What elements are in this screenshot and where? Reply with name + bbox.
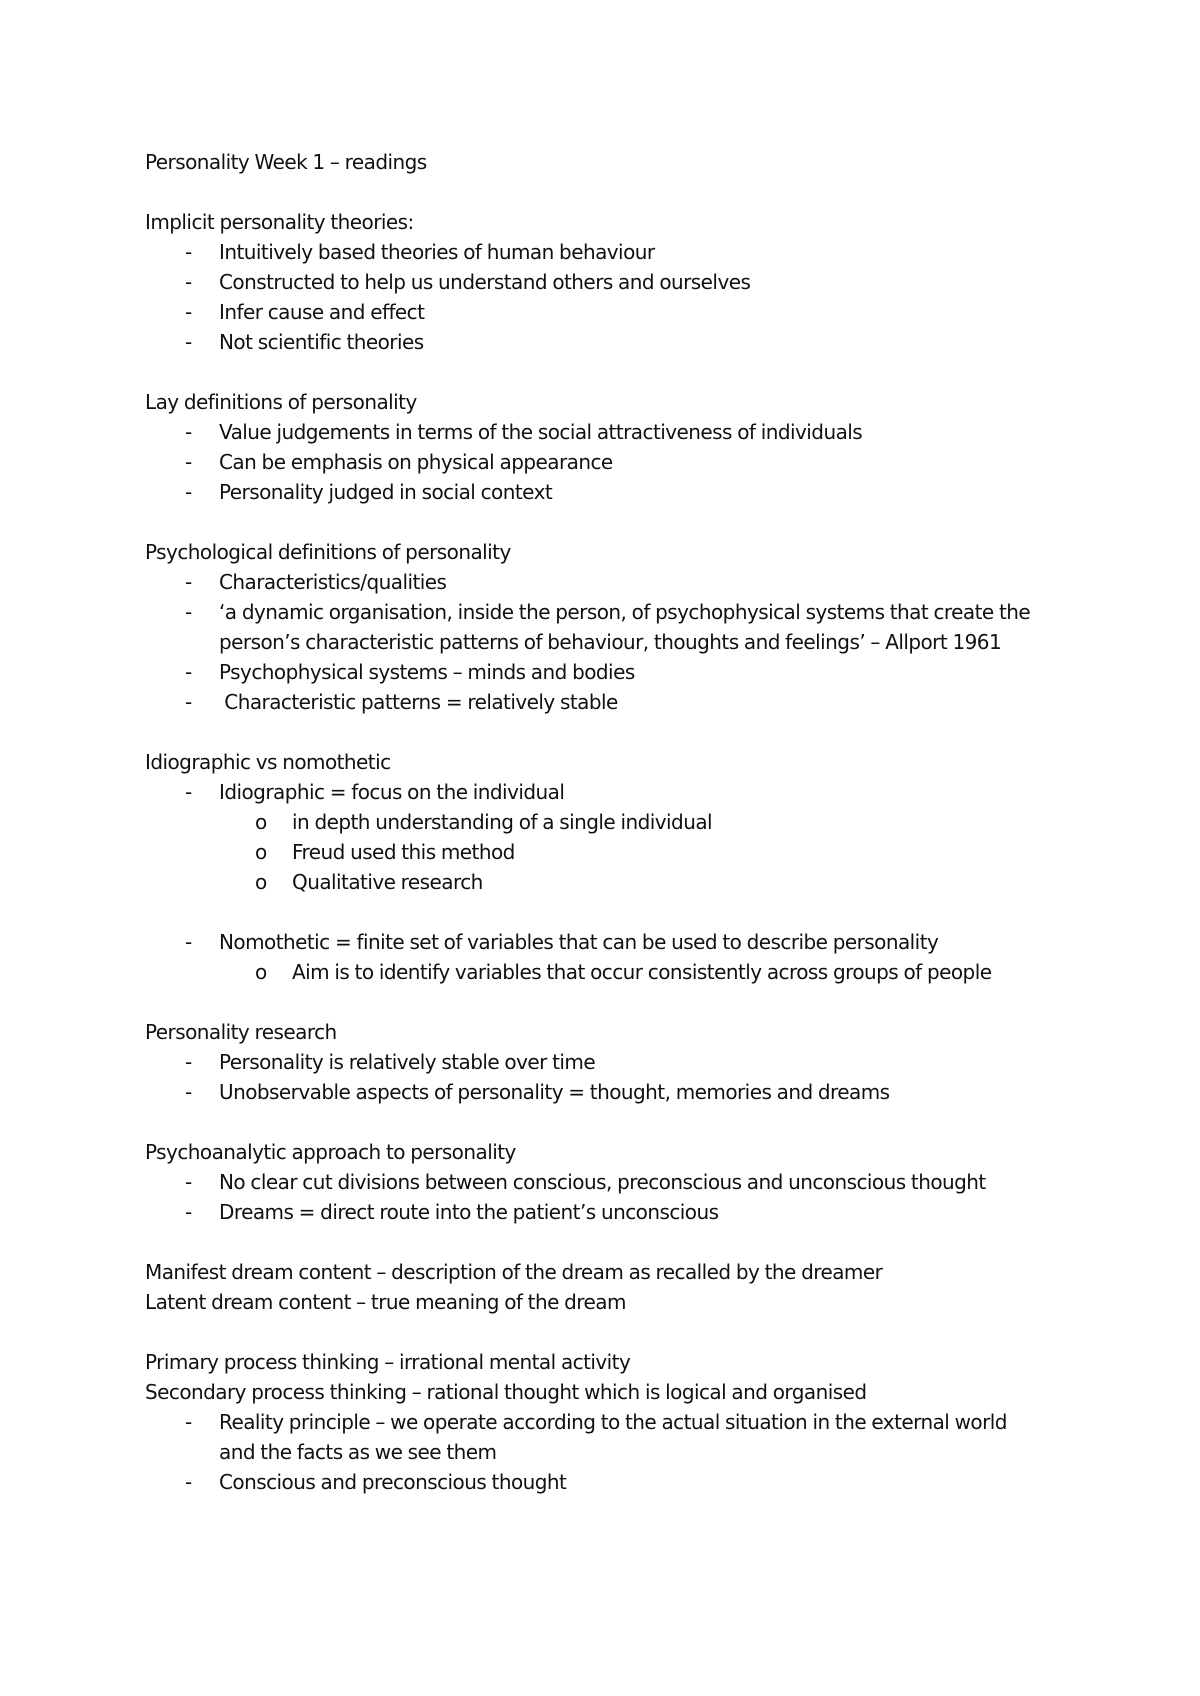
section-heading: Lay definitions of personality: [145, 390, 417, 414]
dash-marker: -: [185, 1080, 192, 1104]
list-item: Psychophysical systems – minds and bodies: [219, 660, 635, 684]
list-item-continuation: and the facts as we see them: [219, 1440, 497, 1464]
list-item: Value judgements in terms of the social attractiveness of individuals: [219, 420, 863, 444]
dash-marker: -: [185, 570, 192, 594]
list-item: No clear cut divisions between conscious, preconscious and unconscious thought: [219, 1170, 986, 1194]
dash-marker: -: [185, 690, 192, 714]
list-item: Not scientific theories: [219, 330, 424, 354]
dash-marker: -: [185, 1170, 192, 1194]
list-item: Infer cause and effect: [219, 300, 425, 324]
definition-line: Secondary process thinking – rational thought which is logical and organised: [145, 1380, 867, 1404]
dash-marker: -: [185, 660, 192, 684]
dash-marker: -: [185, 1470, 192, 1494]
list-item: Intuitively based theories of human behaviour: [219, 240, 655, 264]
definition-line: Primary process thinking – irrational mental activity: [145, 1350, 631, 1374]
dash-marker: -: [185, 300, 192, 324]
list-item: Dreams = direct route into the patient’s unconscious: [219, 1200, 719, 1224]
circle-marker: o: [255, 810, 267, 834]
list-item: Unobservable aspects of personality = thought, memories and dreams: [219, 1080, 890, 1104]
list-item: Constructed to help us understand others and ourselves: [219, 270, 751, 294]
list-item: Reality principle – we operate according to the actual situation in the external world: [219, 1410, 1007, 1434]
list-item-continuation: person’s characteristic patterns of behaviour, thoughts and feelings’ – Allport 1961: [219, 630, 1002, 654]
document-title: Personality Week 1 – readings: [145, 150, 427, 174]
sub-list-item: in depth understanding of a single individual: [292, 810, 713, 834]
dash-marker: -: [185, 450, 192, 474]
definition-line: Latent dream content – true meaning of the dream: [145, 1290, 626, 1314]
dash-marker: -: [185, 420, 192, 444]
list-item: ‘a dynamic organisation, inside the person, of psychophysical systems that create the: [219, 600, 1031, 624]
list-item: Personality is relatively stable over time: [219, 1050, 596, 1074]
circle-marker: o: [255, 840, 267, 864]
list-item: Conscious and preconscious thought: [219, 1470, 567, 1494]
list-item: Idiographic = focus on the individual: [219, 780, 565, 804]
dash-marker: -: [185, 780, 192, 804]
list-item: Characteristics/qualities: [219, 570, 447, 594]
dash-marker: -: [185, 480, 192, 504]
dash-marker: -: [185, 600, 192, 624]
list-item: Personality judged in social context: [219, 480, 553, 504]
section-heading: Psychological definitions of personality: [145, 540, 511, 564]
dash-marker: -: [185, 930, 192, 954]
sub-list-item: Aim is to identify variables that occur consistently across groups of people: [292, 960, 992, 984]
circle-marker: o: [255, 870, 267, 894]
list-item: Nomothetic = finite set of variables that can be used to describe personality: [219, 930, 939, 954]
list-item: Can be emphasis on physical appearance: [219, 450, 613, 474]
dash-marker: -: [185, 270, 192, 294]
circle-marker: o: [255, 960, 267, 984]
definition-line: Manifest dream content – description of the dream as recalled by the dreamer: [145, 1260, 883, 1284]
sub-list-item: Qualitative research: [292, 870, 483, 894]
dash-marker: -: [185, 330, 192, 354]
sub-list-item: Freud used this method: [292, 840, 515, 864]
dash-marker: -: [185, 1050, 192, 1074]
section-heading: Implicit personality theories:: [145, 210, 414, 234]
list-item: Characteristic patterns = relatively stable: [219, 690, 618, 714]
dash-marker: -: [185, 1200, 192, 1224]
section-heading: Idiographic vs nomothetic: [145, 750, 391, 774]
dash-marker: -: [185, 240, 192, 264]
dash-marker: -: [185, 1410, 192, 1434]
section-heading: Personality research: [145, 1020, 337, 1044]
section-heading: Psychoanalytic approach to personality: [145, 1140, 516, 1164]
